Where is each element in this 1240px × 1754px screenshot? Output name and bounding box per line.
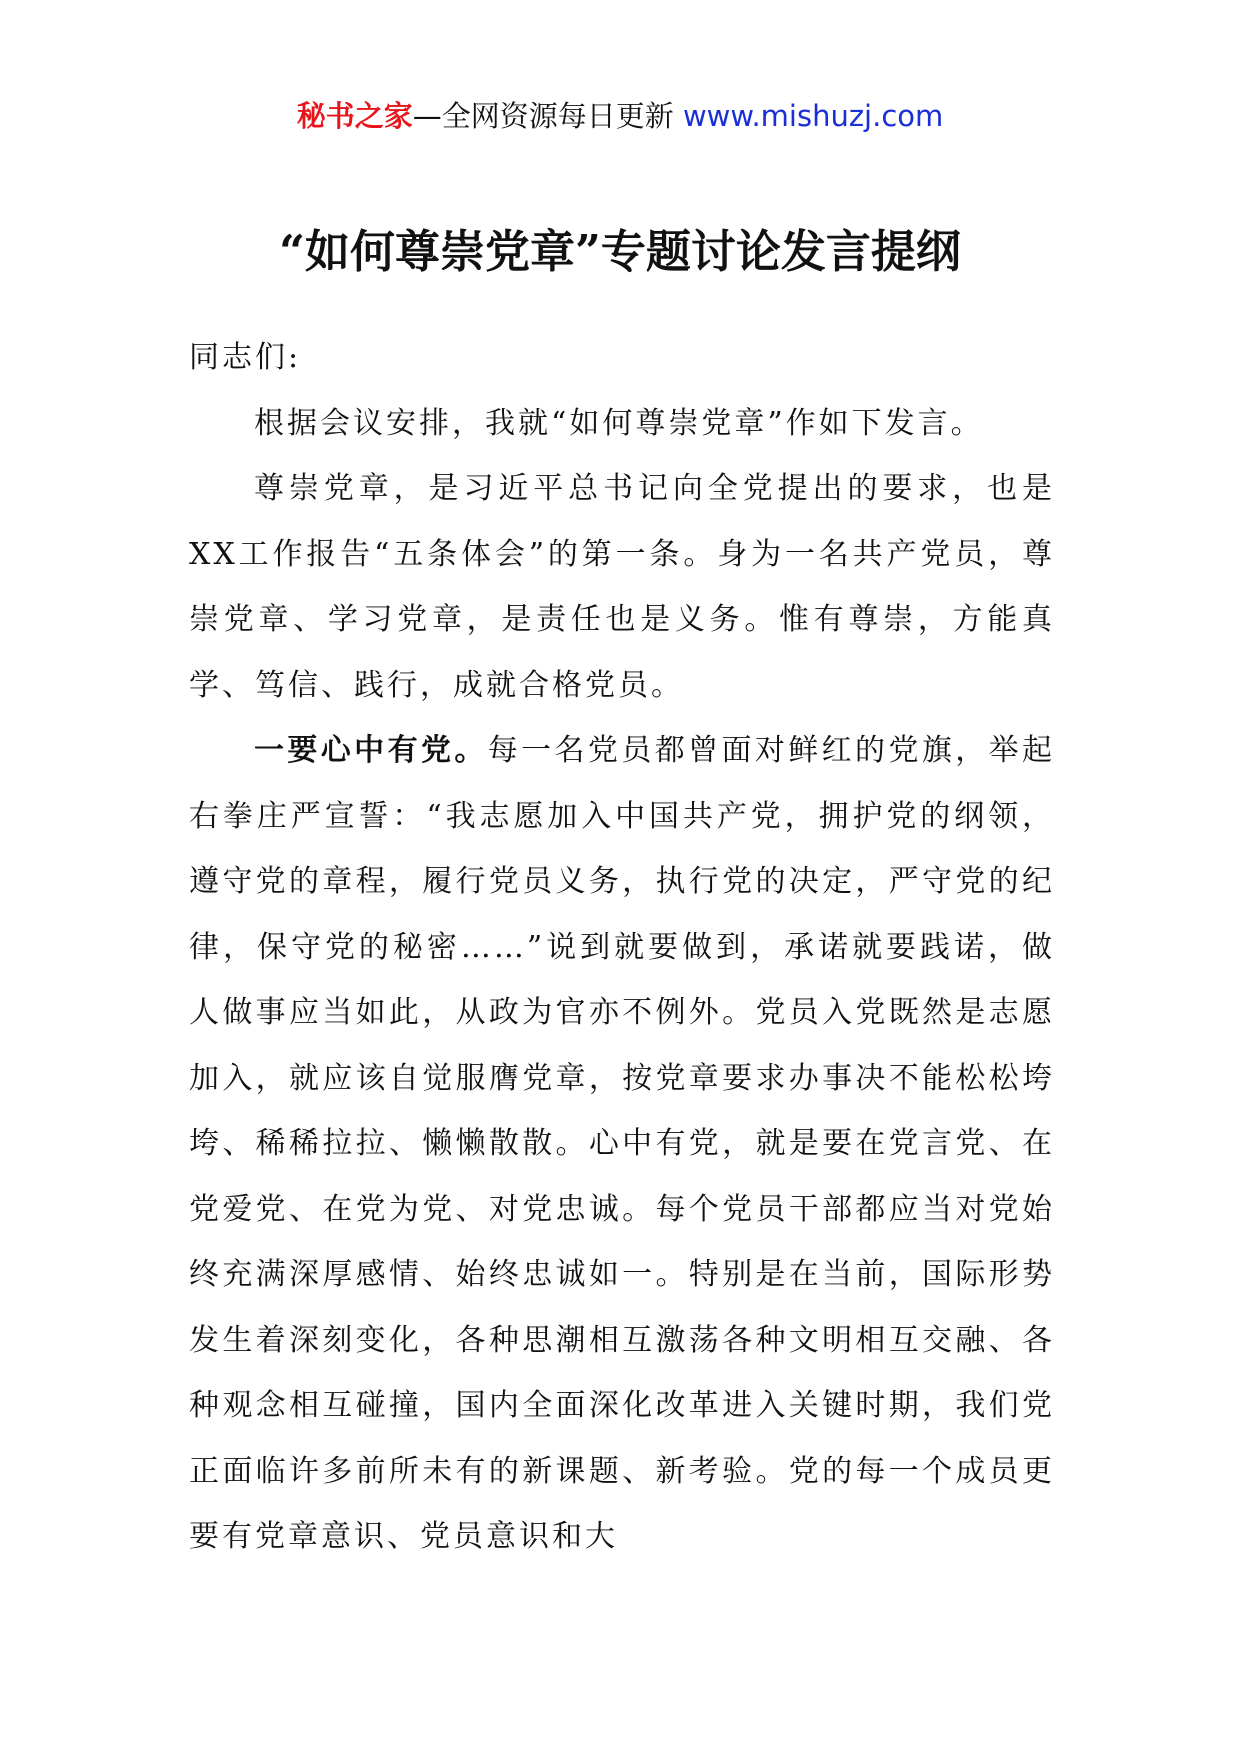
paragraph-text: 根据会议安排，我就“如何尊崇党章”作如下发言。 [254,405,984,441]
paragraph [189,391,1055,457]
paragraph-lead: 一要心中有党。 [254,733,488,768]
document-title: “如何尊崇党章”专题讨论发言提纲 [279,225,961,278]
paragraph-text: 尊崇党章，是习近平总书记向全党提出的要求，也是XX工作报告“五条体会”的第一条。身为一名共产党员，尊崇党章、学习党章，是责任也是义务。惟有尊崇，方能真学、笃信、践行，成就合格党员。 [189,471,1055,703]
site-slogan: —全网资源每日更新 [412,99,674,133]
paragraph [189,718,1055,1570]
site-header [0,96,1240,136]
site-brand: 秘书之家 [296,99,413,133]
paragraph-text: 每一名党员都曾面对鲜红的党旗，举起右拳庄严宣誓：“我志愿加入中国共产党，拥护党的纲领，遵守党的章程，履行党员义务，执行党的决定，严守党的纪律，保守党的秘密……”说到就要做到，承诺就要践诺，做人做事应当如此，从政为官亦不例外。党员入党既然是志愿加入，就应该自觉服膺党章，按党章要求办事决不能松松垮垮、稀稀拉拉、懒懒散散。心中有党，就是要在党言党、在党爱党、在党为党、对党忠诚。每个党员干部都应当对党始终充满深厚感情、始终忠诚如一。特别是在当前，国际形势发生着深刻变化，各种思潮相互激荡各种文明相互交融、各种观念相互碰撞，国内全面深化改革进入关键时期，我们党正面临许多前所未有的新课题、新考验。党的每一个成员更要有党章意识、党员意识和大 [189,733,1056,1554]
salutation: 同志们: [189,340,302,375]
paragraph [189,456,1055,718]
document-body [189,325,1055,1570]
site-url-link[interactable]: www.mishuzj.com [682,99,944,133]
